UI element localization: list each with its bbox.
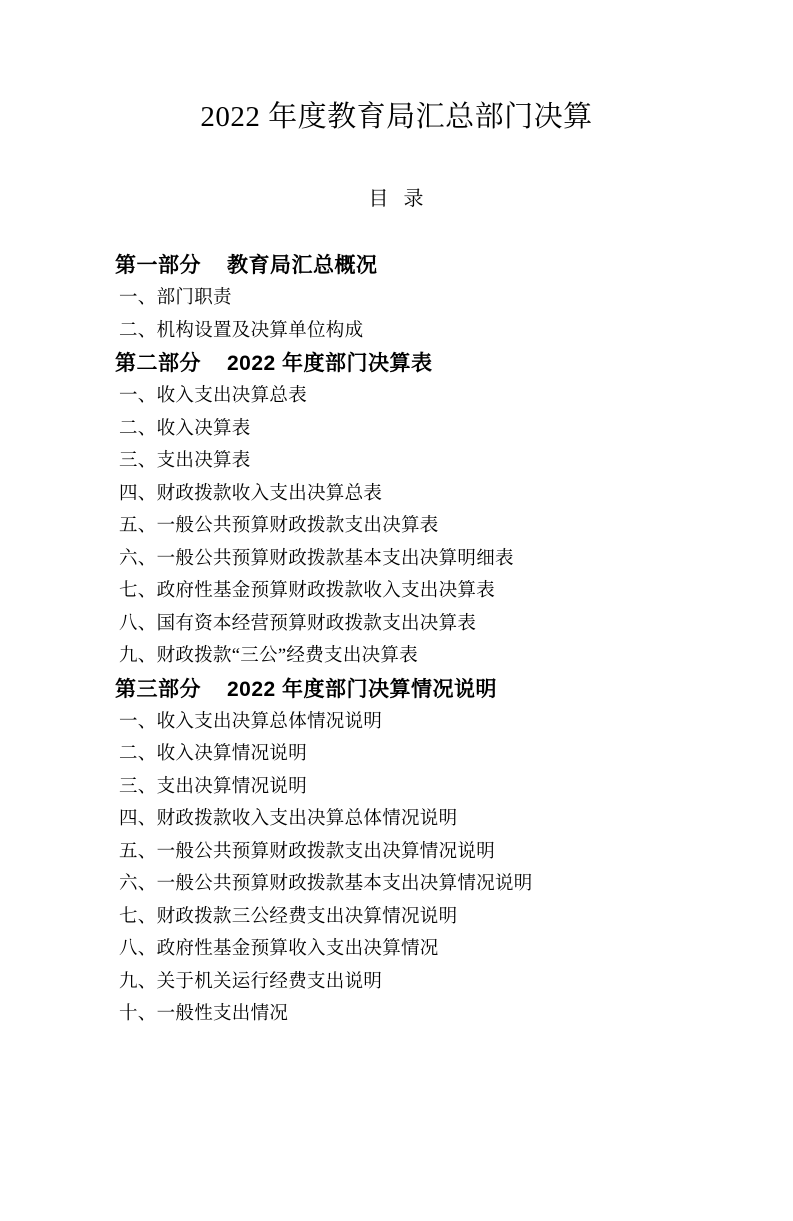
toc-item: 八、国有资本经营预算财政拨款支出决算表 <box>119 613 477 634</box>
toc-item: 四、财政拨款收入支出决算总体情况说明 <box>119 809 458 829</box>
toc-item: 一、收入支出决算总表 <box>119 386 308 406</box>
toc-item: 五、一般公共预算财政拨款支出决算情况说明 <box>119 841 496 862</box>
toc-heading: 目 录 <box>368 188 425 210</box>
toc-section-2-name: 2022 年度部门决算表 <box>227 352 433 375</box>
toc-item: 九、关于机关运行经费支出说明 <box>119 971 383 992</box>
toc-item: 八、政府性基金预算收入支出决算情况 <box>119 939 439 959</box>
toc-section-3-heading <box>115 673 733 706</box>
toc-item: 九、财政拨款“三公”经费支出决算表 <box>119 646 419 666</box>
toc-section-3-name: 2022 年度部门决算情况说明 <box>227 677 498 701</box>
toc-item: 二、收入决算情况说明 <box>119 744 308 764</box>
toc-item: 六、一般公共预算财政拨款基本支出决算明细表 <box>119 548 514 569</box>
toc-section-2-heading <box>115 347 733 380</box>
toc-section-1-number: 第一部分 <box>115 254 201 277</box>
toc-item: 三、支出决算表 <box>119 451 251 471</box>
toc-item: 六、一般公共预算财政拨款基本支出决算情况说明 <box>119 874 533 894</box>
toc-section-1-name: 教育局汇总概况 <box>227 254 378 277</box>
toc-section-3-number: 第三部分 <box>115 677 201 701</box>
document-title: 2022 年度教育局汇总部门决算 <box>200 101 593 133</box>
toc-item: 二、收入决算表 <box>119 418 251 439</box>
toc-item: 四、财政拨款收入支出决算总表 <box>119 483 383 504</box>
toc-section-1-heading <box>115 249 733 282</box>
document-page <box>0 99 793 1221</box>
toc-section-2-number: 第二部分 <box>115 352 201 375</box>
toc-item: 七、政府性基金预算财政拨款收入支出决算表 <box>119 581 496 601</box>
toc-item: 二、机构设置及决算单位构成 <box>119 320 364 341</box>
toc <box>115 249 733 1031</box>
toc-item: 十、一般性支出情况 <box>119 1004 289 1024</box>
toc-item: 五、一般公共预算财政拨款支出决算表 <box>119 516 439 536</box>
toc-item: 七、财政拨款三公经费支出决算情况说明 <box>119 906 458 927</box>
toc-item: 三、支出决算情况说明 <box>119 776 308 797</box>
toc-item: 一、部门职责 <box>119 288 232 308</box>
toc-item: 一、收入支出决算总体情况说明 <box>119 711 383 732</box>
